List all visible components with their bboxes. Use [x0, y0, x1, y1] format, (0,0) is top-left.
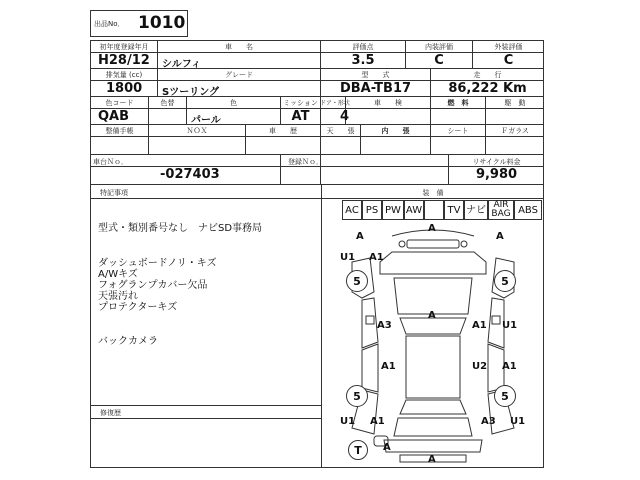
mark-a1-right-mid: A1 [472, 320, 487, 331]
mileage-label: 走 行 [473, 71, 502, 79]
doors-value: 4 [340, 109, 350, 124]
interior-grade-label: 内装評価 [425, 43, 453, 51]
recycle-value: 9,980 [475, 167, 518, 182]
grade-label: グレード [225, 71, 253, 79]
tire-rear-left: 5 [346, 385, 368, 407]
equip-pw: PW [382, 200, 404, 220]
name-value: シルフィ [162, 59, 201, 70]
manual-label: 整備手帳 [105, 127, 134, 135]
mark-u1-right-bottom: U1 [510, 416, 526, 427]
lot-label: 出品No． [94, 20, 125, 28]
mark-u1-left-top: U1 [340, 252, 356, 263]
equip-blank [424, 200, 444, 220]
name-label: 車 名 [225, 43, 253, 51]
mark-a3-left: A3 [377, 320, 392, 331]
color-label: 色 [230, 99, 237, 107]
mark-a3-right-bottom: A3 [481, 416, 496, 427]
score-value: 3.5 [351, 53, 375, 68]
mark-front-left: A [356, 231, 364, 242]
interior-trim-label: 内 張 [381, 127, 410, 135]
grade-value: Sツーリング [162, 87, 220, 98]
equip-ac: AC [342, 200, 362, 220]
color-value: パール [191, 115, 221, 126]
tire-front-right: 5 [494, 270, 516, 292]
equip-abs: ABS [514, 200, 542, 220]
mission-label: ミッション [283, 99, 318, 107]
year-label: 初年度登録年月 [99, 43, 149, 51]
tire-rear-right: 5 [494, 385, 516, 407]
interior-grade-value: C [434, 53, 444, 68]
mark-rear-a-left: A [383, 442, 391, 453]
score-label: 評価点 [352, 43, 374, 51]
roof-label: 天 張 [326, 127, 355, 135]
equipment-header: 装 備 [422, 189, 444, 197]
drive-label: 駆 動 [504, 99, 526, 107]
damage-item: フォグランプカバー欠品 [98, 280, 208, 291]
mark-u2-right: U2 [472, 361, 488, 372]
mark-a1-left-top: A1 [369, 252, 384, 263]
displacement-value: 1800 [106, 81, 143, 96]
equip-aw: AW [404, 200, 424, 220]
doors-label: ドア・形状 [320, 100, 350, 107]
tire-spare: T [348, 440, 368, 460]
repair-header: 修復歴 [100, 409, 121, 417]
damage-item: ダッシュボードノリ・キズ [98, 258, 217, 269]
damage-item: プロテクターキズ [98, 302, 178, 313]
model-value: DBA-TB17 [339, 81, 412, 96]
mission-value: AT [291, 109, 310, 124]
damage-item: A/Wキズ [98, 269, 138, 280]
car-diagram [322, 222, 544, 468]
glass-label: Ｆガラス [501, 127, 529, 135]
mark-u1-left-bottom: U1 [340, 416, 356, 427]
equip-airbag: AIR BAG [488, 200, 514, 220]
mark-u1-right-mid: U1 [502, 320, 518, 331]
nox-label: ＮＯＸ [186, 127, 208, 135]
damage-list [98, 258, 217, 313]
mark-front-right: A [496, 231, 504, 242]
lot-number: 1010 [138, 13, 186, 33]
notes-header: 特記事項 [100, 189, 128, 197]
displacement-label: 排気量 (cc) [105, 71, 143, 79]
equip-tv: TV [444, 200, 464, 220]
color-code-label: 色コード [105, 99, 134, 107]
notes-extra: バックカメラ [98, 336, 158, 347]
exterior-grade-value: C [503, 53, 514, 68]
fuel-label: 燃 料 [447, 99, 469, 107]
mark-rear-a-center: A [428, 454, 436, 465]
seat-label: シート [447, 127, 469, 135]
history-label: 車 歴 [269, 127, 297, 135]
mileage-value: 86,222 Km [448, 81, 527, 96]
notes-line1: 型式・類別番号なし ナビSD事務局 [98, 223, 263, 234]
chassis-label: 車台Ｎｏ． [93, 158, 128, 166]
mark-front-center: A [428, 223, 436, 234]
mark-center: A [428, 310, 436, 321]
model-label: 型 式 [361, 71, 390, 79]
chassis-value: -027403 [160, 167, 220, 182]
inspection-label: 車 検 [374, 99, 402, 107]
color-code-value: QAB [98, 109, 130, 124]
mark-a1-right-low: A1 [502, 361, 517, 372]
year-value: H28/12 [98, 53, 150, 68]
exterior-grade-label: 外装評価 [494, 43, 523, 51]
mark-a1-left-low: A1 [381, 361, 396, 372]
damage-item: 天張汚れ [98, 291, 138, 302]
mark-a1-left-bottom: A1 [370, 416, 385, 427]
registration-label: 登録Ｎｏ． [288, 158, 323, 166]
equip-navi: ナビ [464, 200, 488, 220]
recycle-label: リサイクル料金 [472, 158, 521, 166]
tire-front-left: 5 [346, 270, 368, 292]
equip-ps: PS [362, 200, 382, 220]
color-change-label: 色替 [160, 99, 175, 107]
